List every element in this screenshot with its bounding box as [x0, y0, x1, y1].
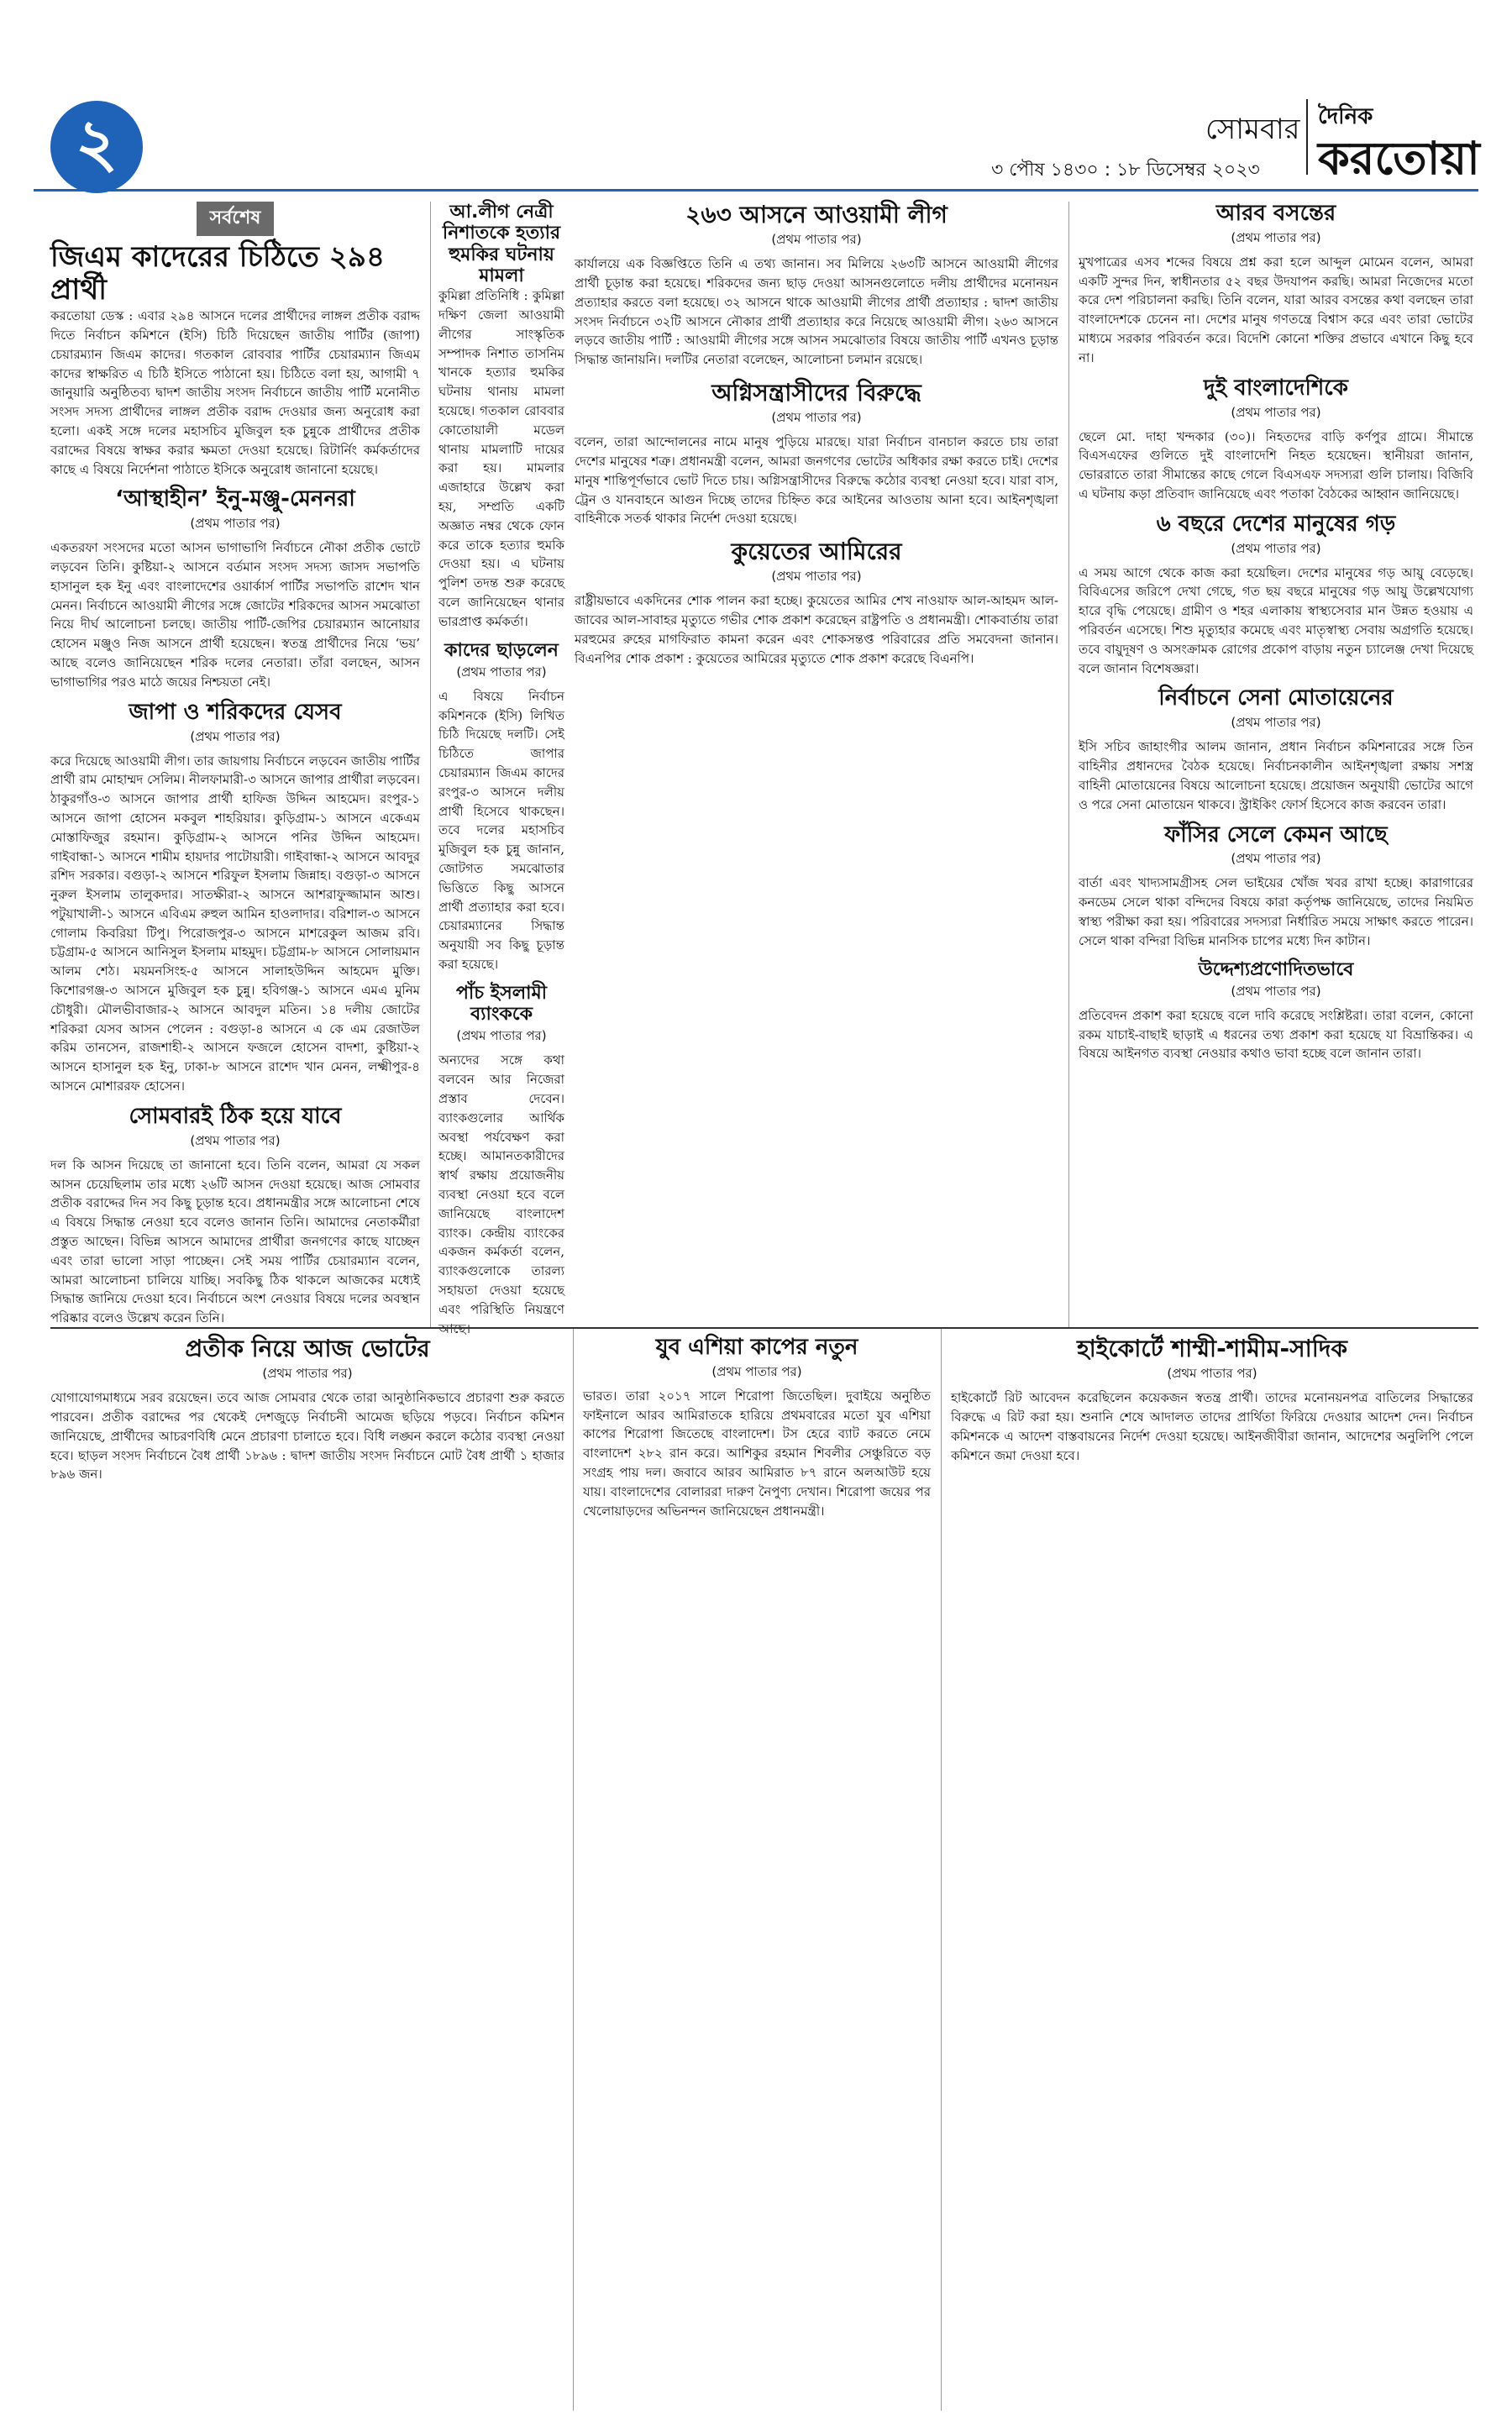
continued-note: (প্রথম পাতার পর) — [1231, 404, 1321, 420]
article-body: করে দিয়েছে আওয়ামী লীগ। তার জায়গায় নির্বাচনে লড়বেন জাতীয় পার্টির প্রার্থী রাম মোহাম্মদ সেলিম। নীলফামারী-৩ আসনে জাপার প্রার্থীরা লড়বেন। ঠাকুরগাঁও-৩ আসনে জাপার প্রার্থী হাফিজ উদ্দিন আহমেদ। রংপুর-১ আসনে জাপা হোসেন মকবুল শাহরিয়ার। কুড়িগ্রাম-১ আসনে একেএম মোস্তাফিজুর রহমান। কুড়িগ্রাম-২ আসনে পনির উদ্দিন আহমেদ। গাইবান্ধা-১ আসনে শামীম হায়দার পাটোয়ারী। গাইবান্ধা-২ আসনে আবদুর রশিদ সরকার। বগুড়া-২ আসনে শরিফুল ইসলাম জিন্নাহ। বগুড়া-৩ আসনে নুরুল ইসলাম তালুকদার। সাতক্ষীরা-২ আসনে আশরাফুজ্জামান আশু। পটুয়াখালী-১ আসনে এবিএম রুহুল আমিন হাওলাদার। বরিশাল-৩ আসনে গোলাম কিবরিয়া টিপু। পিরোজপুর-৩ আসনে মাশরেকুল আজম রবি। চট্টগ্রাম-৫ আসনে আনিসুল ইসলাম মাহমুদ। চট্টগ্রাম-৮ আসনে সোলায়মান আলম শেঠ। ময়মনসিংহ-৫ আসনে সালাহউদ্দিন আহমেদ মুক্তি। কিশোরগঞ্জ-৩ আসনে মুজিবুল হক চুন্নু। হবিগঞ্জ-১ আসনে এমএ মুনিম চৌধুরী। মৌলভীবাজার-২ আসনে আবদুল মতিন। ১৪ দলীয় জোটের শরিকরা যেসব আসন পেলেন : বগুড়া-৪ আসনে এ কে এম রেজাউল করিম তানসেন, রাজশাহী-২ আসনে ফজলে হোসেন বাদশা, কুষ্টিয়া-২ আসনে হাসানুল হক ইনু, ঢাকা-৮ আসনে রাশেদ খান মেনন, লক্ষ্মীপুর-৪ আসনে মোশাররফ হোসেন। — [50, 753, 420, 1094]
headline: দুই বাংলাদেশিকে — [1204, 375, 1348, 401]
article-body: অন্যদের সঙ্গে কথা বলবেন আর নিজেরা প্রস্তাব দেবেন। ব্যাংকগুলোর আর্থিক অবস্থা পর্যবেক্ষণ করা হচ্ছে। আমানতকারীদের স্বার্থ রক্ষায় প্রয়োজনীয় ব্যবস্থা নেওয়া হবে বলে জানিয়েছে বাংলাদেশ ব্যাংক। কেন্দ্রীয় ব্যাংকের একজন কর্মকর্তা বলেন, ব্যাংকগুলোকে তারল্য সহায়তা দেওয়া হয়েছে এবং পরিস্থিতি নিয়ন্ত্রণে — [438, 1052, 564, 1317]
headline: জিএম কাদেরের চিঠিতে ২৯৪ প্রার্থী — [50, 240, 386, 307]
header-rule — [34, 189, 1478, 192]
column-divider — [573, 1327, 574, 2411]
headline: নির্বাচনে সেনা মোতায়েনের — [1158, 685, 1394, 711]
continued-note: (প্রথম পাতার পর) — [771, 569, 862, 585]
page-number-badge: ২ — [50, 101, 143, 193]
headline: প্রতীক নিয়ে আজ ভোটের — [185, 1335, 430, 1362]
continued-note: (প্রথম পাতার পর) — [1231, 851, 1321, 867]
column-lower-left — [50, 1336, 564, 2411]
continued-note: (প্রথম পাতার পর) — [456, 664, 547, 680]
continued-note: (প্রথম পাতার পর) — [190, 728, 281, 744]
continued-note: (প্রথম পাতার পর) — [1231, 229, 1321, 245]
continued-note: (প্রথম পাতার পর) — [262, 1366, 353, 1382]
masthead-title: করতোয়া — [1318, 132, 1480, 185]
article-body: ভারত। তারা ২০১৭ সালে শিরোপা জিতেছিল। দুবাইয়ে অনুষ্ঠিত ফাইনালে আরব আমিরাতকে হারিয়ে প্রথমবারের মতো যুব এশিয়া কাপের শিরোপা জিতেছে বাংলাদেশ। টস হেরে ব্যাট করতে নেমে বাংলাদেশ ২৮২ রান করে। আশিকুর রহমান শিবলীর সেঞ্চুরিতে বড় সংগ্রহ পায় দল। জবাবে আরব আমিরাত ৮৭ রানে অলআউট হয়ে যায়। বাংলাদেশের বোলাররা দারুণ নৈপুণ্য দেখান। শিরোপা জয়ের পর খেলোয়াড়দের অভিনন্দন জানিয়েছেন প্রধানমন্ত্রী। — [583, 1388, 931, 1519]
headline: উদ্দেশ্যপ্রণোদিতভাবে — [1198, 958, 1354, 980]
article-body: কুমিল্লা প্রতিনিধি : কুমিল্লা দক্ষিণ জেলা আওয়ামী লীগের সাংস্কৃতিক সম্পাদক নিশাত তাসনিম খানকে হত্যার হুমকির ঘটনায় থানায় মামলা হয়েছে। গতকাল রোববার কোতোয়ালী মডেল থানায় মামলাটি দায়ের করা হয়। মামলার এজাহারে উল্লেখ করা হয়, সম্প্রতি একটি অজ্ঞাত নম্বর থেকে ফোন করে তাকে হত্যার হুমকি দেওয়া হয়। এ ঘটনায় পুলিশ তদন্ত শুরু করেছে বলে জানিয়েছেন থানার ভারপ্রাপ্ত কর্মকর্তা। — [438, 288, 564, 629]
headline: ফাঁসির সেলে কেমন আছে — [1164, 821, 1388, 848]
article-body: ছেলে মো. দাহা খন্দকার (৩০)। নিহতদের বাড়ি কর্ণপুর গ্রামে। সীমান্তে বিএসএফের গুলিতে দুই বাংলাদেশি নিহত হয়েছেন। স্থানীয়রা জানান, ভোররাতে তারা সীমান্তের কাছে গেলে বিএসএফ সদস্যরা গুলি চালায়। বিজিবি এ ঘটনায় কড়া প্রতিবাদ জানিয়েছে এবং পতাকা বৈঠকের আহ্বান জানিয়েছে। — [1079, 428, 1473, 501]
article-body: রাষ্ট্রীয়ভাবে একদিনের শোক পালন করা হচ্ছে। কুয়েতের আমির শেখ নাওয়াফ আল-আহমদ আল-জাবের আল-সাবাহর মৃত্যুতে গভীর শোক প্রকাশ করেছেন রাষ্ট্রপতি ও প্রধানমন্ত্রী। শোকবার্তায় তারা মরহুমের রুহের মাগফিরাত কামনা করেন এবং শোকসন্তপ্ত পরিবারের প্রতি সমবেদনা জানান। বিএনপির শোক প্রকাশ : কুয়েতের আমিরের মৃত্যুতে শোক প্রকাশ করেছে বিএনপি। — [575, 593, 1058, 666]
article-body: এ সময় আগে থেকে কাজ করা হয়েছিল। দেশের মানুষের গড় আয়ু বেড়েছে। বিবিএসের জরিপে দেখা গেছে, গত ছয় বছরে মানুষের গড় আয়ু উল্লেখযোগ্য হারে বৃদ্ধি পেয়েছে। গ্রামীণ ও শহর এলাকায় স্বাস্থ্যসেবার মান উন্নত হওয়ায় এ পরিবর্তন এসেছে। শিশু মৃত্যুহার কমেছে এবং মাতৃস্বাস্থ্য সেবায় অগ্রগতি হয়েছে। তবে বায়ুদূষণ ও অসংক্রামক রোগের প্রকোপ বাড়ায় নতুন চ্যালেঞ্জ দেখা দিয়েছে বলে জানান বিশেষজ্ঞরা। — [1079, 564, 1473, 676]
column-divider — [1068, 202, 1069, 1327]
continued-note: (প্রথম পাতার পর) — [1167, 1366, 1257, 1382]
column-right — [1079, 202, 1473, 1327]
continued-note: (প্রথম পাতার পর) — [456, 1028, 547, 1044]
headline: অগ্নিসন্ত্রাসীদের বিরুদ্ধে — [711, 378, 921, 407]
article-body: ইসি সচিব জাহাংগীর আলম জানান, প্রধান নির্বাচন কমিশনারের সঙ্গে তিন বাহিনীর প্রধানদের বৈঠক হয়েছে। নির্বাচনকালীন আইনশৃঙ্খলা রক্ষায় সশস্ত্র বাহিনী মোতায়েনের বিষয়ে আলোচনা হয়েছে। প্রয়োজন অনুযায়ী ভোটের আগে ও পরে সেনা মোতায়েন থাকবে। স্ট্রাইকিং ফোর্স হিসেবে কাজ করবেন তারা। — [1079, 739, 1473, 812]
column-divider — [430, 202, 431, 1327]
column-narrow — [438, 202, 564, 1327]
column-lower-center — [583, 1336, 931, 2411]
headline: আ.লীগ নেত্রী নিশাতকে হত্যার হুমকির ঘটনায় মামলা — [442, 202, 561, 286]
headline: সোমবারই ঠিক হয়ে যাবে — [129, 1103, 342, 1129]
continued-note: (প্রথম পাতার পর) — [771, 232, 862, 248]
continued-note: (প্রথম পাতার পর) — [190, 516, 281, 532]
headline: পাঁচ ইসলামী ব্যাংককে — [455, 982, 548, 1026]
issue-date: ৩ পৌষ ১৪৩০ : ১৮ ডিসেম্বর ২০২৩ — [991, 160, 1260, 181]
masthead — [1306, 99, 1486, 185]
article-body: এ বিষয়ে নির্বাচন কমিশনকে (ইসি) লিখিত চিঠি দিয়েছে দলটি। সেই চিঠিতে জাপার চেয়ারম্যান জিএম কাদের রংপুর-৩ আসনে দলীয় প্রার্থী হিসেবে থাকছেন। তবে দলের মহাসচিব মুজিবুল হক চুন্নু জানান, জোটগত সমঝোতার ভিত্তিতে কিছু আসনে প্রার্থী প্রত্যাহার করা হবে। চেয়ারম্যানের সিদ্ধান্ত অনুযায়ী সব কিছু চূড়ান্ত করা হয়েছে। — [438, 688, 564, 972]
column-left — [50, 202, 420, 1327]
column-lower-right — [951, 1336, 1473, 2411]
masthead-small: দৈনিক — [1318, 104, 1373, 129]
continued-note: (প্রথম পাতার পর) — [1231, 715, 1321, 731]
continued-note: (প্রথম পাতার পর) — [190, 1132, 281, 1148]
article-body: যোগাযোগমাধ্যমে সরব রয়েছেন। তবে আজ সোমবার থেকে তারা আনুষ্ঠানিকভাবে প্রচারণা শুরু করতে পারবেন। প্রতীক বরাদ্দের পর থেকেই দেশজুড়ে নির্বাচনী আমেজ ছড়িয়ে পড়বে। নির্বাচন কমিশন জানিয়েছে, প্রার্থীদের আচরণবিধি মেনে প্রচারণা চালাতে হবে। বিধি লঙ্ঘন করলে কঠোর ব্যবস্থা নেওয়া হবে। ছাড়ল সংসদ নির্বাচনে বৈধ প্রার্থী ১৮৯৬ : দ্বাদশ জাতীয় সংসদ নির্বাচনে মোট বৈধ প্রার্থী ১ হাজার ৮৯৬ জন। — [50, 1390, 564, 1483]
headline: জাপা ও শরিকদের যেসব — [129, 699, 342, 725]
headline: হাইকোর্টে শাম্মী-শামীম-সাদিক — [1076, 1335, 1348, 1362]
article-body: একতরফা সংসদের মতো আসন ভাগাভাগি নির্বাচনে নৌকা প্রতীক ভোটে লড়বেন তিনি। কুষ্টিয়া-২ আসনে বর্তমান সংসদ সদস্য জাসদ সভাপতি হাসানুল হক ইনু এবং বাংলাদেশের ওয়ার্কার্স পার্টির সভাপতি রাশেদ খান মেনন। নির্বাচনে আওয়ামী লীগের সঙ্গে জোটের শরিকদের আসন সমঝোতা নিয়ে দীর্ঘ আলোচনা চলছে। জাতীয় পার্টি-জেপির চেয়ারম্যান আনোয়ার হোসেন মঞ্জুও নিজ আসনে প্রার্থী হয়েছেন। স্বতন্ত্র প্রার্থীদের নিয়ে ‘ভয়’ আছে বলেও জানিয়েছেন শরিক দলের নেতারা। তাঁরা বলছেন, আসন ভাগাভাগির পরও মাঠে জয়ের নিশ্চয়তা নেই। — [50, 540, 420, 690]
continued-note: (প্রথম পাতার পর) — [771, 410, 862, 426]
headline: ‘আস্থাহীন’ ইনু-মঞ্জু-মেননরা — [115, 486, 355, 512]
article-body: বার্তা এবং খাদ্যসামগ্রীসহ সেল ভাইয়ের খোঁজ খবর রাখা হচ্ছে। কারাগারের কনডেম সেলে থাকা বন্দিদের বিষয়ে কারা কর্তৃপক্ষ জানিয়েছে, তাদের নিয়মিত স্বাস্থ্য পরীক্ষা করা হয়। পরিবারের সদস্যরা নির্ধারিত সময়ে সাক্ষাৎ করতে পারেন। সেলে থাকা বন্দিরা বিভিন্ন মানসিক চাপের মধ্যে দিন কাটান। — [1079, 875, 1473, 948]
continued-note: (প্রথম পাতার পর) — [711, 1363, 802, 1379]
section-rule — [50, 1327, 1478, 1329]
article-body: হাইকোর্টে রিট আবেদন করেছিলেন কয়েকজন স্বতন্ত্র প্রার্থী। তাদের মনোনয়নপত্র বাতিলের সিদ্ধান্তের বিরুদ্ধে এ রিট করা হয়। শুনানি শেষে আদালত তাদের প্রার্থিতা ফিরিয়ে দেওয়ার আদেশ দেন। নির্বাচন কমিশনকে এ আদেশ বাস্তবায়নের নির্দেশ দেওয়া হয়েছে। আইনজীবীরা জানান, আদেশের অনুলিপি পেলে কমিশনে জমা দেওয়া হবে। — [951, 1390, 1473, 1463]
headline: ৬ বছরে দেশের মানুষের গড় — [1156, 511, 1396, 537]
headline: কাদের ছাড়লেন — [444, 639, 559, 661]
section-tag: সর্বশেষ — [197, 202, 275, 236]
article-body: কার্যালয়ে এক বিজ্ঞপ্তিতে তিনি এ তথ্য জানান। সব মিলিয়ে ২৬৩টি আসনে আওয়ামী লীগের প্রার্থী চূড়ান্ত করা হয়েছে। শরিকদের জন্য ছাড় দেওয়া আসনগুলোতে দলীয় প্রার্থীদের মনোনয়ন প্রত্যাহার করতে বলা হয়েছে। ৩২ আসনে থাকে আওয়ামী লীগের প্রার্থী প্রত্যাহার : দ্বাদশ জাতীয় সংসদ নির্বাচনে ৩২টি আসনে নৌকার প্রার্থী প্রত্যাহার করে নিয়েছে আওয়ামী লীগ। ২৬৩ আসনে লড়বে জাতীয় পার্টি : আওয়ামী লীগের সঙ্গে আসন সমঝোতার বিষয়ে জাতীয় পার্টি এখনও চূড়ান্ত সিদ্ধান্ত জানায়নি। দলটির নেতারা বলেছেন, আলোচনা চলমান রয়েছে। — [575, 256, 1058, 368]
column-center — [575, 202, 1058, 1327]
article-body: মুখপাত্রের এসব শব্দের বিষয়ে প্রশ্ন করা হলে আব্দুল মোমেন বলেন, আমরা একটি সুন্দর দিন, স্বাধীনতার ৫২ বছর উদযাপন করছি। আমরা নিজেদের মতো করে দেশ পরিচালনা করছি। তিনি বলেন, যারা আরব বসন্তের কথা বলছেন তারা বাংলাদেশকে চেনেন না। দেশের মানুষ গণতন্ত্রে বিশ্বাস করে এবং তারা ভোটের মাধ্যমে সরকার পরিবর্তন করে। বিদেশি কোনো শক্তির প্রভাবে এখানে কিছু হবে না। — [1079, 254, 1473, 365]
column-divider — [941, 1327, 942, 2411]
article-body: বলেন, তারা আন্দোলনের নামে মানুষ পুড়িয়ে মারছে। যারা নির্বাচন বানচাল করতে চায় তারা দেশের মানুষের শত্রু। প্রধানমন্ত্রী বলেন, আমরা জনগণের ভোটের অধিকার রক্ষা করতে চাই। দেশের মানুষ শান্তিপূর্ণভাবে ভোট দিতে চায়। অগ্নিসন্ত্রাসীদের বিরুদ্ধে কঠোর ব্যবস্থা নেওয়া হবে। যারা বাস, ট্রেন ও যানবাহনে আগুন দিচ্ছে তাদের চিহ্নিত করে আইনের আওতায় আনা হবে। আইনশৃঙ্খলা বাহিনীকে সতর্ক থাকার নির্দেশ দেওয়া হয়েছে। — [575, 434, 1058, 527]
article-body: প্রতিবেদন প্রকাশ করা হয়েছে বলে দাবি করেছে সংশ্লিষ্টরা। তারা বলেন, কোনো রকম যাচাই-বাছাই ছাড়াই এ ধরনের তথ্য প্রকাশ করা হয়েছে যা বিভ্রান্তিকর। এ বিষয়ে আইনগত ব্যবস্থা নেওয়ার কথাও ভাবা হচ্ছে বলে জানান তারা। — [1079, 1007, 1473, 1062]
article-body: দল কি আসন দিয়েছে তা জানানো হবে। তিনি বলেন, আমরা যে সকল আসন চেয়েছিলাম তার মধ্যে ২৬টি আসন দেওয়া হয়েছে। আজ সোমবার প্রতীক বরাদ্দের দিন সব কিছু চূড়ান্ত হবে। প্রধানমন্ত্রীর সঙ্গে আলোচনা শেষে এ বিষয়ে সিদ্ধান্ত নেওয়া হবে বলেও জানান তিনি। আমাদের নেতাকর্মীরা প্রস্তুত আছেন। বিভিন্ন আসনে আমাদের প্রার্থীরা জনগণের কাছে যাচ্ছেন এবং তারা ভালো সাড়া পাচ্ছেন। সেই সময় পার্টির চেয়ারম্যান বলেন, আমরা আলোচনা চালিয়ে যাচ্ছি। সবকিছু ঠিক থাকলে আজকের মধ্যেই সিদ্ধান্ত জানিয়ে দেওয়া হবে। নির্বাচনে অংশ নেওয়ার বিষয়ে দলের অবস্থান পরিষ্কার বলেও উল্লেখ করেন তিনি। — [50, 1157, 420, 1326]
continued-note: (প্রথম পাতার পর) — [1231, 983, 1321, 999]
headline: আরব বসন্তের — [1215, 201, 1336, 226]
article-body: করতোয়া ডেস্ক : এবার ২৯৪ আসনে দলের প্রার্থীদের লাঙ্গল প্রতীক বরাদ্দ দিতে নির্বাচন কমিশনে (ইসি) চিঠি দিয়েছেন জাতীয় পার্টির (জাপা) চেয়ারম্যান জিএম কাদের। গতকাল রোববার পার্টির চেয়ারম্যান জিএম কাদের স্বাক্ষরিত এ চিঠি ইসিতে পাঠানো হয়। চিঠিতে বলা হয়, আগামী ৭ জানুয়ারি অনুষ্ঠিতব্য দ্বাদশ জাতীয় সংসদ নির্বাচনে জাতীয় পার্টি মনোনীত সংসদ সদস্য প্রার্থীদের লাঙ্গল প্রতীক বরাদ্দ দেওয়ার জন্য অনুরোধ করা হলো। একই সঙ্গে দলের মহাসচিব মুজিবুল হক চুন্নুকে প্রার্থীদের প্রতীক বরাদ্দের বিষয়ে স্বাক্ষর করার ক্ষমতা দেওয়া হয়েছে। রিটার্নিং কর্মকর্তাদের কাছে এ বিষয়ে নির্দেশনা পাঠাতে ইসিকে অনুরোধ জানানো হয়েছে। — [50, 308, 420, 477]
headline: ২৬৩ আসনে আওয়ামী লীগ — [685, 201, 948, 228]
weekday: সোমবার — [1205, 113, 1300, 146]
headline: কুয়েতের আমিরের — [731, 538, 902, 566]
headline: যুব এশিয়া কাপের নতুন — [655, 1335, 858, 1360]
continued-note: (প্রথম পাতার পর) — [1231, 540, 1321, 556]
